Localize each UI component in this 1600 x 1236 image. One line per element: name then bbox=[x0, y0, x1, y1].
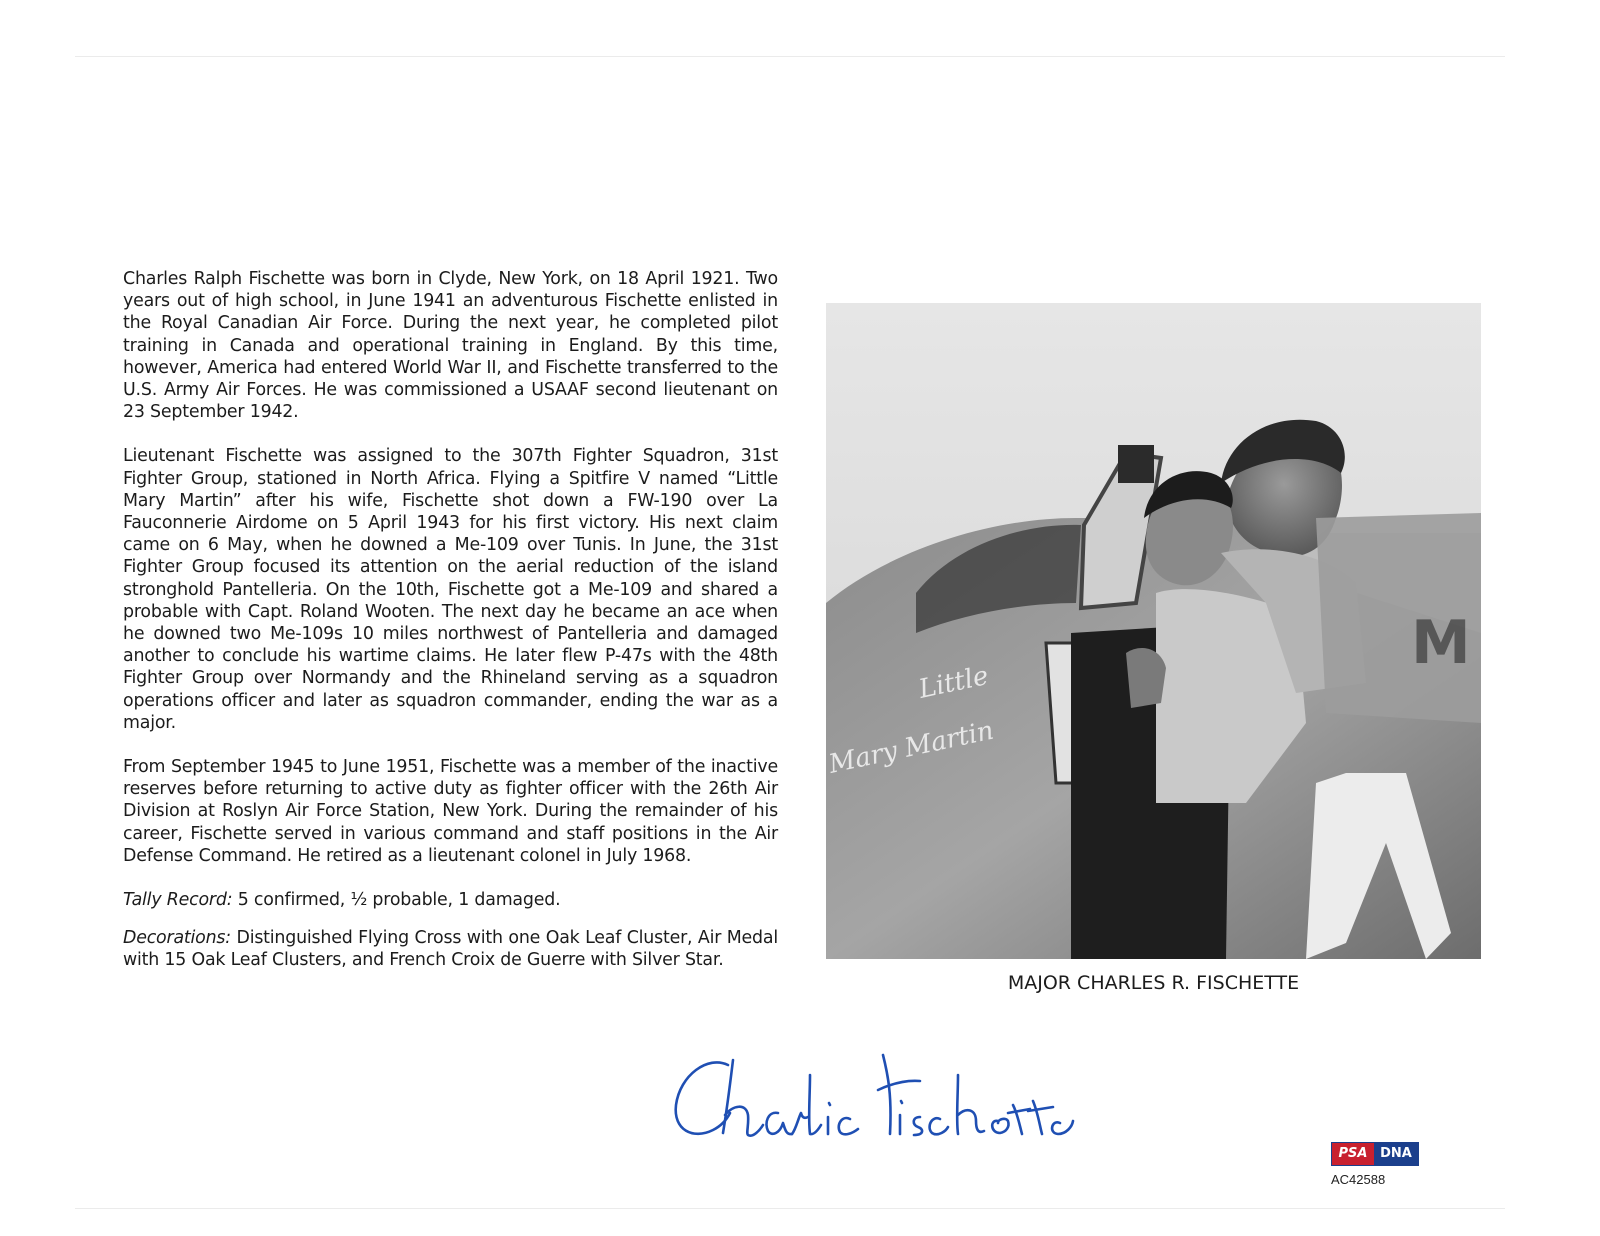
psa-dna-badge bbox=[1331, 1142, 1419, 1166]
bio-paragraph-2: Lieutenant Fischette was assigned to the 307th Fighter Squadron, 31st Fighter Group, stationed in North Africa. Flying a Spitfire V named “Little Mary Martin” after his wife, Fischette shot down a FW-190 over La Fauconnerie Airdome on 5 April 1943 for his first victory. His next claim came on 6 May, when he downed a Me-109 over Tunis. In June, the 31st Fighter Group focused its attention on the aerial reduction of the island stronghold Pantelleria. On the 10th, Fischette got a Me-109 and shared a probable with Capt. Roland Wooten. The next day he became an ace when he downed two Me-109s 10 miles northwest of Pantelleria and damaged another to conclude his wartime claims. He later flew P-47s with the 48th Fighter Group over Normandy and the Rhineland serving as a squadron operations officer and later as squadron commander, ending the war as a major. bbox=[123, 446, 778, 733]
dna-logo: DNA bbox=[1374, 1143, 1418, 1165]
bio-paragraph-1: Charles Ralph Fischette was born in Clyde, New York, on 18 April 1921. Two years out of high school, in June 1941 an adventurous Fischette enlisted in the Royal Canadian Air Force. During the next year, he completed pilot training in Canada and operational training in England. By this time, however, America had entered World War II, and Fischette transferred to the U.S. Army Air Forces. He was commissioned a USAAF second lieutenant on 23 September 1942. bbox=[123, 269, 778, 423]
bio-paragraph-3: From September 1945 to June 1951, Fischette was a member of the inactive reserves before returning to active duty as fighter officer with the 26th Air Division at Roslyn Air Force Station, New York. During the remainder of his career, Fischette served in various command and staff positions in the Air Defense Command. He retired as a lieutenant colonel in July 1968. bbox=[123, 757, 778, 866]
psa-logo: PSA bbox=[1332, 1143, 1374, 1165]
bottom-rule bbox=[75, 1208, 1505, 1209]
nose-art-line-1: Little bbox=[916, 660, 992, 705]
decorations bbox=[123, 927, 778, 971]
tally-record bbox=[123, 889, 778, 911]
autograph-signature bbox=[668, 1035, 1078, 1155]
biography-text bbox=[123, 268, 778, 994]
decorations-value: Distinguished Flying Cross with one Oak Leaf Cluster, Air Medal with 15 Oak Leaf Clusters, and French Croix de Guerre with Silver Star. bbox=[123, 928, 778, 971]
nose-art-line-2: Mary Martin bbox=[826, 715, 997, 780]
tally-value: 5 confirmed, ½ probable, 1 damaged. bbox=[232, 890, 561, 911]
photo-caption: MAJOR CHARLES R. FISCHETTE bbox=[1007, 972, 1300, 994]
pilot-photo bbox=[826, 303, 1481, 959]
tally-label: Tally Record: bbox=[123, 890, 233, 911]
top-rule bbox=[75, 56, 1505, 57]
certificate-number: AC42588 bbox=[1331, 1172, 1386, 1187]
decorations-label: Decorations: bbox=[123, 928, 231, 949]
tail-letter: M bbox=[1411, 608, 1471, 678]
